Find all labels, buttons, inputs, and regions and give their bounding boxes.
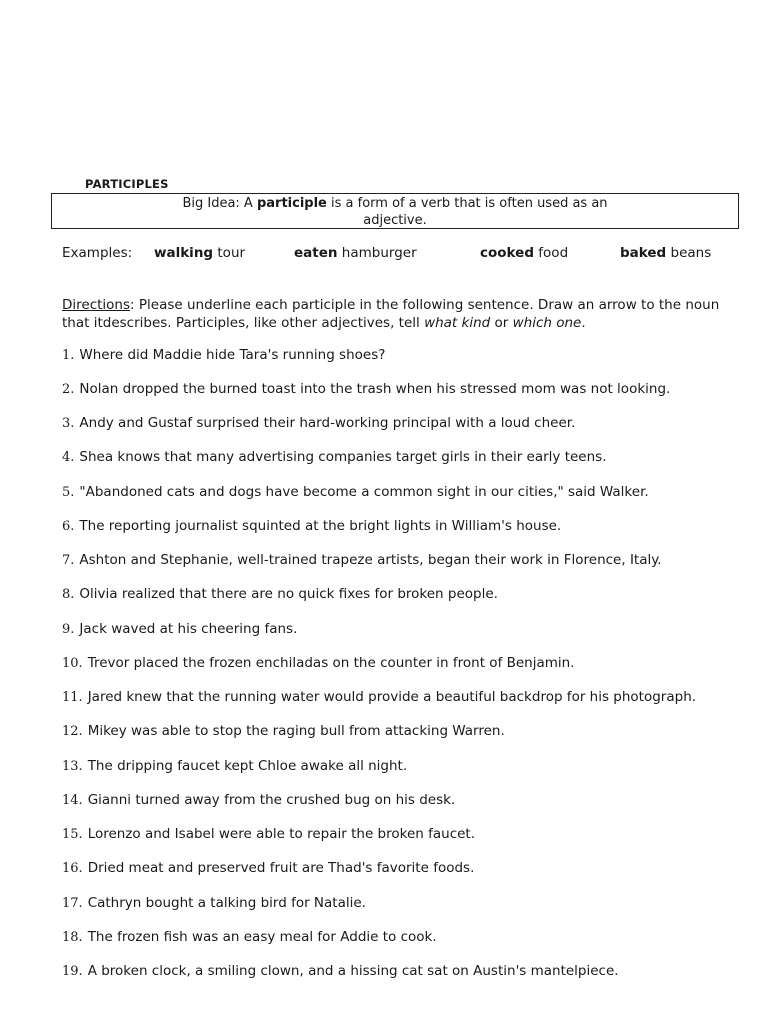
- example-noun: beans: [666, 245, 712, 261]
- question-number: 6.: [62, 519, 75, 534]
- question-item: [62, 484, 649, 500]
- question-item: [62, 723, 505, 739]
- example-participle: walking: [154, 245, 214, 261]
- question-item: [62, 792, 455, 808]
- question-item: [62, 860, 474, 876]
- big-idea-text: [160, 195, 630, 229]
- directions-text: : Please underline each participle in the following sentence. Draw an arrow to the noun that itdescribes. Participles, like other adjectives, tell: [62, 297, 720, 331]
- directions-end: .: [581, 315, 586, 331]
- question-text: Olivia realized that there are no quick fixes for broken people.: [79, 586, 498, 602]
- example-item: [294, 245, 417, 261]
- question-text: The dripping faucet kept Chloe awake all night.: [87, 758, 408, 774]
- question-number: 8.: [62, 587, 75, 602]
- question-item: [62, 552, 662, 568]
- question-number: 11.: [62, 690, 83, 705]
- question-number: 17.: [62, 896, 83, 911]
- question-text: Cathryn bought a talking bird for Natalie.: [87, 895, 366, 911]
- question-text: Ashton and Stephanie, well-trained trapeze artists, began their work in Florence, Italy.: [79, 552, 662, 568]
- big-idea-suffix: is a form of a verb that is often used as an adjective.: [326, 196, 608, 228]
- question-number: 4.: [62, 450, 75, 465]
- example-participle: eaten: [294, 245, 338, 261]
- examples-row: [62, 245, 742, 265]
- question-item: [62, 826, 475, 842]
- question-number: 10.: [62, 656, 83, 671]
- directions-label: Directions: [62, 297, 131, 313]
- question-item: [62, 415, 575, 431]
- big-idea-prefix: Big Idea: A: [182, 196, 257, 211]
- question-number: 9.: [62, 622, 75, 637]
- question-text: Gianni turned away from the crushed bug on his desk.: [87, 792, 456, 808]
- example-participle: baked: [620, 245, 667, 261]
- question-text: "Abandoned cats and dogs have become a common sight in our cities," said Walker.: [79, 484, 649, 500]
- question-number: 12.: [62, 724, 83, 739]
- question-text: The reporting journalist squinted at the bright lights in William's house.: [79, 518, 562, 534]
- question-number: 5.: [62, 485, 75, 500]
- question-item: [62, 929, 437, 945]
- question-item: [62, 758, 407, 774]
- question-number: 2.: [62, 382, 75, 397]
- page-title: PARTICIPLES: [85, 177, 169, 191]
- question-item: [62, 518, 561, 534]
- example-item: [620, 245, 711, 261]
- question-item: [62, 895, 366, 911]
- question-text: Lorenzo and Isabel were able to repair the broken faucet.: [87, 826, 476, 842]
- directions-italic-which-one: which one: [512, 315, 582, 331]
- question-text: Jack waved at his cheering fans.: [79, 621, 298, 637]
- question-item: [62, 381, 670, 397]
- question-number: 3.: [62, 416, 75, 431]
- directions-italic-what-kind: what kind: [424, 315, 491, 331]
- question-number: 7.: [62, 553, 75, 568]
- question-item: [62, 347, 385, 363]
- example-noun: hamburger: [337, 245, 417, 261]
- directions-paragraph: [62, 296, 742, 332]
- question-text: Jared knew that the running water would provide a beautiful backdrop for his photograph.: [87, 689, 697, 705]
- question-text: Dried meat and preserved fruit are Thad's favorite foods.: [87, 860, 475, 876]
- example-noun: food: [534, 245, 569, 261]
- question-text: Mikey was able to stop the raging bull from attacking Warren.: [87, 723, 505, 739]
- question-number: 15.: [62, 827, 83, 842]
- question-item: [62, 586, 498, 602]
- question-number: 13.: [62, 759, 83, 774]
- question-number: 16.: [62, 861, 83, 876]
- examples-label: Examples:: [62, 245, 133, 261]
- question-text: A broken clock, a smiling clown, and a hissing cat sat on Austin's mantelpiece.: [87, 963, 619, 979]
- question-text: Trevor placed the frozen enchiladas on the counter in front of Benjamin.: [87, 655, 575, 671]
- question-text: Nolan dropped the burned toast into the trash when his stressed mom was not looking.: [79, 381, 671, 397]
- directions-mid: or: [490, 315, 513, 331]
- example-noun: tour: [213, 245, 246, 261]
- question-item: [62, 689, 696, 705]
- big-idea-term: participle: [256, 196, 327, 211]
- question-item: [62, 655, 575, 671]
- example-participle: cooked: [480, 245, 534, 261]
- question-number: 18.: [62, 930, 83, 945]
- question-item: [62, 963, 619, 979]
- question-text: Where did Maddie hide Tara's running shoes?: [79, 347, 386, 363]
- question-text: The frozen fish was an easy meal for Addie to cook.: [87, 929, 437, 945]
- question-item: [62, 449, 607, 465]
- question-text: Andy and Gustaf surprised their hard-working principal with a loud cheer.: [79, 415, 576, 431]
- question-text: Shea knows that many advertising companies target girls in their early teens.: [79, 449, 607, 465]
- example-item: [480, 245, 568, 261]
- question-number: 19.: [62, 964, 83, 979]
- big-idea-box: [51, 193, 739, 229]
- question-item: [62, 621, 297, 637]
- question-number: 14.: [62, 793, 83, 808]
- example-item: [154, 245, 245, 261]
- question-number: 1.: [62, 348, 75, 363]
